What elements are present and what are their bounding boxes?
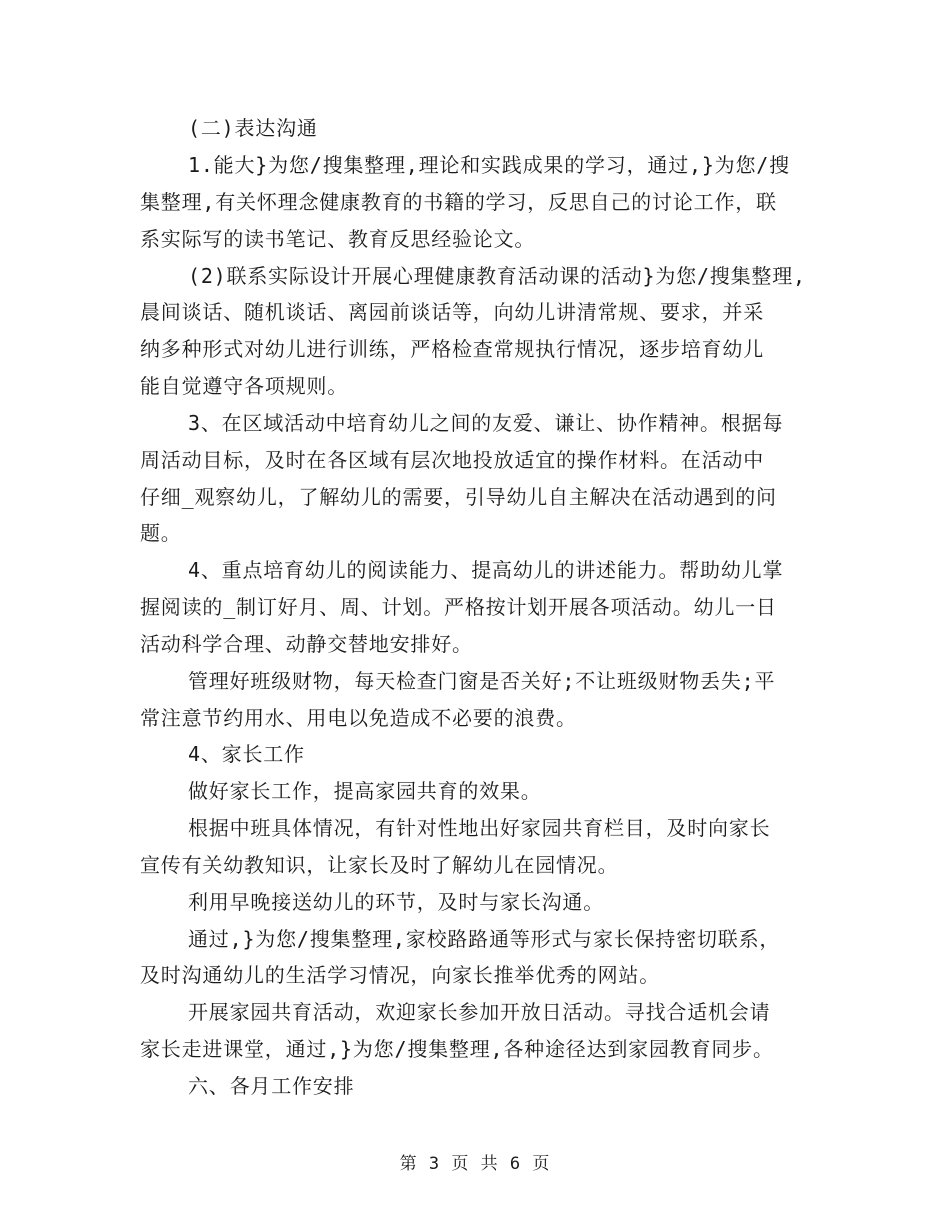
text-line: 纳多种形式对幼儿进行训练，严格检查常规执行情况，逐步培育幼儿 <box>140 337 764 361</box>
text-line: 4、重点培育幼儿的阅读能力、提高幼儿的讲述能力。帮助幼儿掌 <box>188 558 784 582</box>
text-line: 周活动目标，及时在各区域有层次地投放适宜的操作材料。在活动中 <box>140 448 764 472</box>
text-line: 及时沟通幼儿的生活学习情况，向家长推举优秀的网站。 <box>140 963 660 987</box>
text-line: 通过,}为您/搜集整理,家校路路通等形式与家长保持密切联系， <box>188 927 781 951</box>
text-line: 根据中班具体情况，有针对性地出好家园共育栏目，及时向家长 <box>188 816 771 840</box>
text-line: 能自觉遵守各项规则。 <box>140 374 348 398</box>
text-line: 做好家长工作，提高家园共育的效果。 <box>188 779 542 803</box>
section-heading: 4、家长工作 <box>188 742 305 766</box>
text-line: 利用早晚接送幼儿的环节，及时与家长沟通。 <box>188 890 604 914</box>
section-heading: (二)表达沟通 <box>188 116 318 140</box>
text-line: 晨间谈话、随机谈话、离园前谈话等，向幼儿讲清常规、要求，并采 <box>140 300 764 324</box>
text-line: 活动科学合理、动静交替地安排好。 <box>140 632 473 656</box>
text-line: 常注意节约用水、用电以免造成不必要的浪费。 <box>140 706 577 730</box>
text-line: (2)联系实际设计开展心理健康教育活动课的活动}为您/搜集整理, <box>188 264 806 288</box>
text-line: 1.能大}为您/搜集整理,理论和实践成果的学习，通过,}为您/搜 <box>188 153 790 177</box>
text-line: 3、在区域活动中培育幼儿之间的友爱、谦让、协作精神。根据每 <box>188 411 784 435</box>
text-line: 题。 <box>140 521 182 545</box>
text-line: 仔细_观察幼儿，了解幼儿的需要，引导幼儿自主解决在活动遇到的问 <box>140 485 777 509</box>
text-line: 家长走进课堂，通过,}为您/搜集整理,各种途径达到家园教育同步。 <box>140 1037 774 1061</box>
text-line: 开展家园共育活动，欢迎家长参加开放日活动。寻找合适机会请 <box>188 1000 771 1024</box>
text-line: 握阅读的_制订好月、周、计划。严格按计划开展各项活动。幼儿一日 <box>140 595 777 619</box>
text-line: 宣传有关幼教知识，让家长及时了解幼儿在园情况。 <box>140 853 619 877</box>
text-line: 集整理,有关怀理念健康教育的书籍的学习，反思自己的讨论工作，联 <box>140 190 777 214</box>
text-line: 系实际写的读书笔记、教育反思经验论文。 <box>140 227 536 251</box>
text-line: 管理好班级财物，每天检查门窗是否关好;不让班级财物丢失;平 <box>188 669 776 693</box>
page-number: 第 3 页 共 6 页 <box>399 1154 551 1174</box>
section-heading: 六、各月工作安排 <box>188 1074 355 1098</box>
